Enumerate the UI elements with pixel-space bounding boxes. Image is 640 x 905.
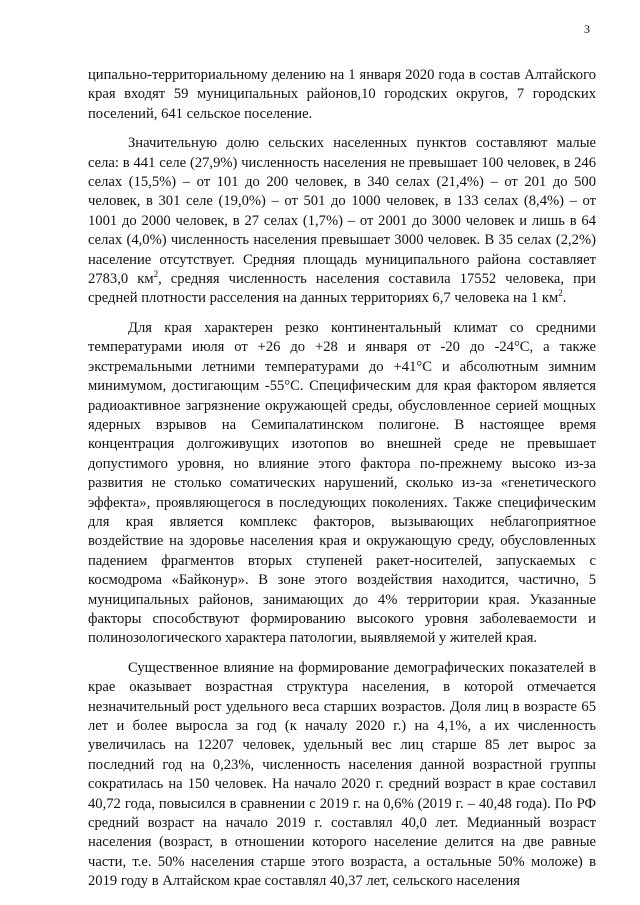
superscript-2: 2 (153, 269, 159, 280)
page-number: 3 (584, 22, 590, 36)
paragraph-1-text: ципально-территориальному делению на 1 января 2020 года в состав Алтайского края входят 59 муниципальных районов,10 городских округов, 7 городских поселений, 641 сельское поселение. (88, 67, 596, 122)
paragraph-4-text: Существенное влияние на формирование демографических показателей в крае оказывает возрастная структура населения, в которой отмечается незначительный рост удельного веса старших возрастов. Доля лиц в возрасте 65 лет и более выросла за год (к началу 2020 г.) на 4,1%, а их численность увеличилась на 12207 человек, удельный вес лиц старше 85 лет вырос за последний год на 0,23%, численность населения данной возрастной группы сократилась на 150 человек. На начало 2020 г. средний возраст в крае составил 40,72 года, повысился в сравнении с 2019 г. на 0,6% (2019 г. – 40,48 года). По РФ средний возраст на начало 2019 г. составлял 40,0 лет. Медианный возраст населения (возраст, в отношении которого население делится на две равные части, т.е. 50% населения старше этого возраста, а остальные 50% моложе) в 2019 году в Алтайском крае составлял 40,37 лет, сельского населения (88, 659, 596, 890)
paragraph-2-tail: , средняя численность населения составила 17552 человека, при средней плотности расселения на данных территориях 6,7 человека на 1 км (88, 271, 596, 307)
paragraph-3-text: Для края характерен резко континентальный климат со средними температурами июля от +26 до +28 и января от -20 до -24°С, а также экстремальными летними температурами до +41°С и абсолютным зимним минимумом, достигающим -55°С. Специфическим для края фактором является радиоактивное загрязнение окружающей среды, обусловленное серией мощных ядерных взрывов на Семипалатинском полигоне. В настоящее время концентрация долгоживущих изотопов во внешней среде не превышает допустимого уровня, но влияние этого фактора по-прежнему высоко из-за развития не столько соматических нарушений, сколько из-за «генетического эффекта», проявляющегося в последующих поколениях. Также специфическим для края является комплекс факторов, вызывающих неблагоприятное воздействие на здоровье населения края и окружающую среду, обусловленных падением фрагментов вторых ступеней ракет-носителей, запускаемых с космодрома «Байконур». В зоне этого воздействия находится, частично, 5 муниципальных районов, занимающих до 4% территории края. Указанные факторы способствуют формированию высокого уровня заболеваемости и полинозологического характера патологии, выявляемой у жителей края. (88, 319, 596, 647)
document-text (88, 66, 596, 892)
paragraph-4 (88, 659, 596, 892)
paragraph-2-text: Значительную долю сельских населенных пунктов составляют малые села: в 441 селе (27,9%) численность населения не превышает 100 человек, в 246 селах (15,5%) – от 101 до 200 человек, в 340 селах (21,4%) – от 201 до 500 человек, в 301 селе (19,0%) – от 501 до 1000 человек, в 133 селах (8,4%) – от 1001 до 2000 человек, в 27 селах (1,7%) – от 2001 до 3000 человек и лишь в 64 селах (4,0%) численность населения превышает 3000 человек. В 35 селах (2,2%) население отсутствует. Средняя площадь муниципального района составляет 2783,0 км (88, 135, 596, 288)
paragraph-1 (88, 66, 596, 124)
paragraph-3 (88, 319, 596, 649)
paragraph-2 (88, 134, 596, 309)
superscript-2b: 2 (558, 288, 563, 299)
paragraph-2-tail-end: . (562, 290, 567, 307)
